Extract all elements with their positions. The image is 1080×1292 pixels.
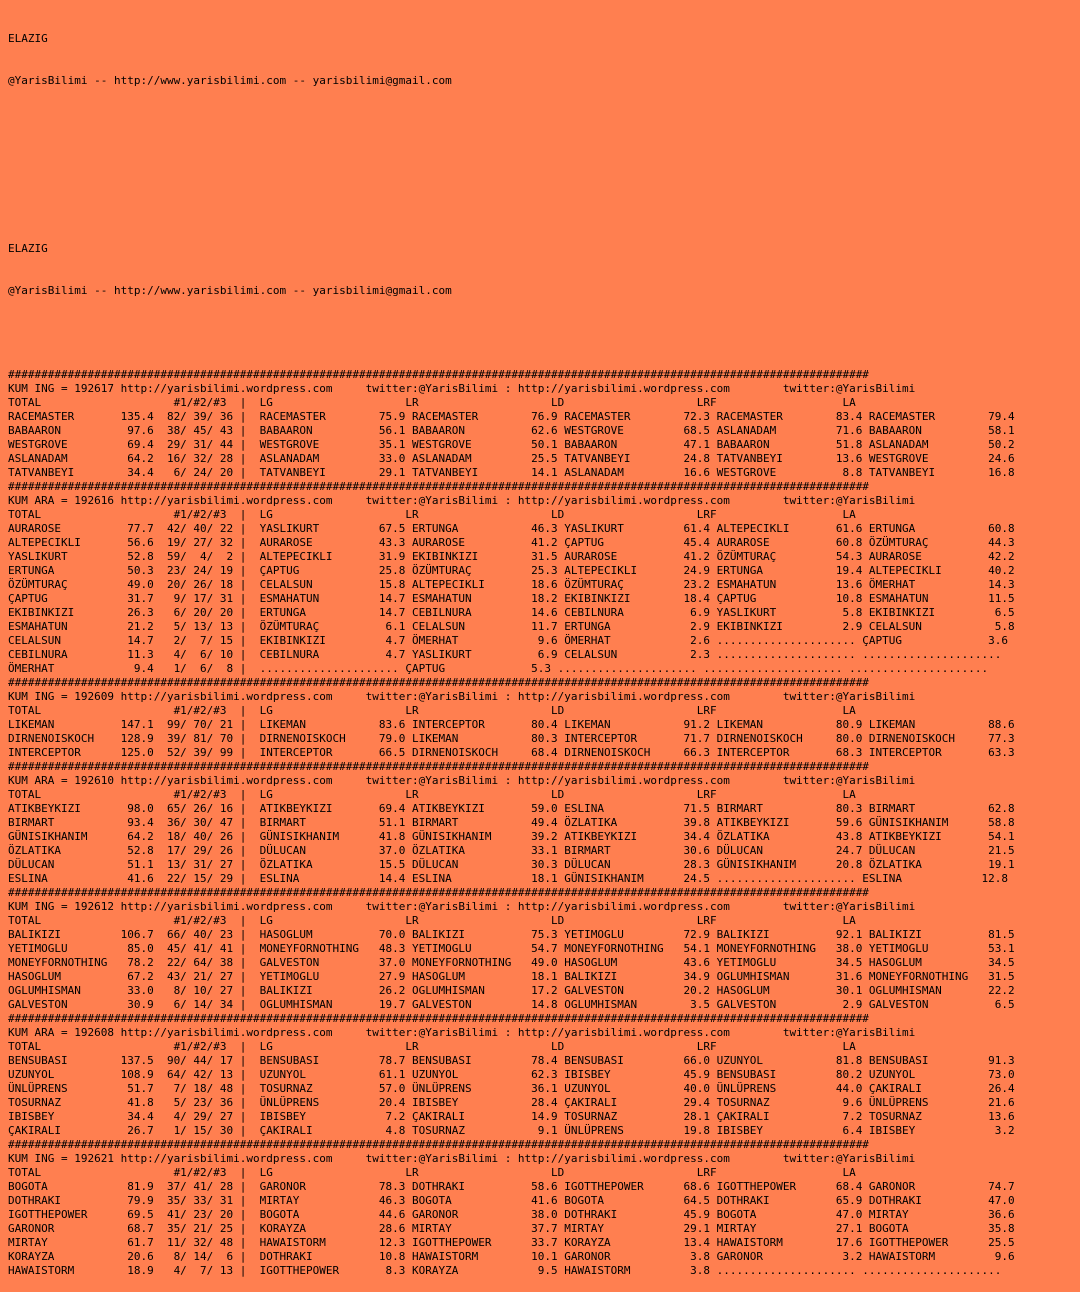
header-title-1: ELAZIG (8, 32, 48, 45)
report-row: ASLANADAM 64.2 16/ 32/ 28 | ASLANADAM 33.0 ASLANADAM 25.5 TATVANBEYI 24.8 TATVANBEYI 13.6 WESTGROVE 24.6 (8, 452, 1015, 465)
spacer (8, 158, 1080, 172)
header-contact-2: @YarisBilimi -- http://www.yarisbilimi.com -- yarisbilimi@gmail.com (8, 284, 452, 297)
report-row: ATIKBEYKIZI 98.0 65/ 26/ 16 | ATIKBEYKIZI 69.4 ATIKBEYKIZI 59.0 ESLINA 71.5 BIRMART 80.3 BIRMART 62.8 (8, 802, 1015, 815)
report-row: GARONOR 68.7 35/ 21/ 25 | KORAYZA 28.6 MIRTAY 37.7 MIRTAY 29.1 MIRTAY 27.1 BOGOTA 35.8 (8, 1222, 1015, 1235)
column-header: TOTAL #1/#2/#3 | LG LR LD LRF LA (8, 396, 856, 409)
report-row: IGOTTHEPOWER 69.5 41/ 23/ 20 | BOGOTA 44.6 GARONOR 38.0 DOTHRAKI 45.9 BOGOTA 47.0 MIRTAY 36.6 (8, 1208, 1015, 1221)
spacer (8, 116, 1080, 130)
report-row: BOGOTA 81.9 37/ 41/ 28 | GARONOR 78.3 DOTHRAKI 58.6 IGOTTHEPOWER 68.6 IGOTTHEPOWER 68.4 GARONOR 74.7 (8, 1180, 1015, 1193)
section-divider: ################################################################################################################################## (8, 1012, 869, 1025)
report-row: RACEMASTER 135.4 82/ 39/ 36 | RACEMASTER 75.9 RACEMASTER 76.9 RACEMASTER 72.3 RACEMASTER 83.4 RACEMASTER 79.4 (8, 410, 1015, 423)
report-row: ÇAPTUG 31.7 9/ 17/ 31 | ESMAHATUN 14.7 ESMAHATUN 18.2 EKIBINKIZI 18.4 ÇAPTUG 10.8 ESMAHATUN 11.5 (8, 592, 1015, 605)
report-row: GALVESTON 30.9 6/ 14/ 34 | OGLUMHISMAN 19.7 GALVESTON 14.8 OGLUMHISMAN 3.5 GALVESTON 2.9 GALVESTON 6.5 (8, 998, 1015, 1011)
report-row: MONEYFORNOTHING 78.2 22/ 64/ 38 | GALVESTON 37.0 MONEYFORNOTHING 49.0 HASOGLUM 43.6 YETIMOGLU 34.5 HASOGLUM 34.5 (8, 956, 1015, 969)
column-header: TOTAL #1/#2/#3 | LG LR LD LRF LA (8, 508, 856, 521)
report-row: ALTEPECIKLI 56.6 19/ 27/ 32 | AURAROSE 43.3 AURAROSE 41.2 ÇAPTUG 45.4 AURAROSE 60.8 ÖZÜMTURAÇ 44.3 (8, 536, 1015, 549)
report-row: HASOGLUM 67.2 43/ 21/ 27 | YETIMOGLU 27.9 HASOGLUM 18.1 BALIKIZI 34.9 OGLUMHISMAN 31.6 MONEYFORNOTHING 31.5 (8, 970, 1015, 983)
report-row: MIRTAY 61.7 11/ 32/ 48 | HAWAISTORM 12.3 IGOTTHEPOWER 33.7 KORAYZA 13.4 HAWAISTORM 17.6 IGOTTHEPOWER 25.5 (8, 1236, 1015, 1249)
column-header: TOTAL #1/#2/#3 | LG LR LD LRF LA (8, 788, 856, 801)
section-divider: ################################################################################################################################## (8, 480, 869, 493)
report-row: AURAROSE 77.7 42/ 40/ 22 | YASLIKURT 67.5 ERTUNGA 46.3 YASLIKURT 61.4 ALTEPECIKLI 61.6 ERTUNGA 60.8 (8, 522, 1015, 535)
report-row: TATVANBEYI 34.4 6/ 24/ 20 | TATVANBEYI 29.1 TATVANBEYI 14.1 ASLANADAM 16.6 WESTGROVE 8.8 TATVANBEYI 16.8 (8, 466, 1015, 479)
race-header: KUM ING = 192621 http://yarisbilimi.wordpress.com twitter:@YarisBilimi : http://yarisbilimi.wordpress.com twitter:@YarisBilimi (8, 1152, 916, 1165)
report-row: TOSURNAZ 41.8 5/ 23/ 36 | ÜNLÜPRENS 20.4 IBISBEY 28.4 ÇAKIRALI 29.4 TOSURNAZ 9.6 ÜNLÜPRENS 21.6 (8, 1096, 1015, 1109)
report-row: BENSUBASI 137.5 90/ 44/ 17 | BENSUBASI 78.7 BENSUBASI 78.4 BENSUBASI 66.0 UZUNYOL 81.8 BENSUBASI 91.3 (8, 1054, 1015, 1067)
report-row: CEBILNURA 11.3 4/ 6/ 10 | CEBILNURA 4.7 YASLIKURT 6.9 CELALSUN 2.3 ..................... ..................... (8, 648, 1002, 661)
report-row: YETIMOGLU 85.0 45/ 41/ 41 | MONEYFORNOTHING 48.3 YETIMOGLU 54.7 MONEYFORNOTHING 54.1 MONEYFORNOTHING 38.0 YETIMOGLU 53.1 (8, 942, 1015, 955)
report-row: BIRMART 93.4 36/ 30/ 47 | BIRMART 51.1 BIRMART 49.4 ÖZLATIKA 39.8 ATIKBEYKIZI 59.6 GÜNISIKHANIM 58.8 (8, 816, 1015, 829)
report-row: DÜLUCAN 51.1 13/ 31/ 27 | ÖZLATIKA 15.5 DÜLUCAN 30.3 DÜLUCAN 28.3 GÜNISIKHANIM 20.8 ÖZLATIKA 19.1 (8, 858, 1015, 871)
report-row: OGLUMHISMAN 33.0 8/ 10/ 27 | BALIKIZI 26.2 OGLUMHISMAN 17.2 GALVESTON 20.2 HASOGLUM 30.1 OGLUMHISMAN 22.2 (8, 984, 1015, 997)
race-header: KUM ING = 192609 http://yarisbilimi.wordpress.com twitter:@YarisBilimi : http://yarisbilimi.wordpress.com twitter:@YarisBilimi (8, 690, 916, 703)
report-row: DIRNENOISKOCH 128.9 39/ 81/ 70 | DIRNENOISKOCH 79.0 LIKEMAN 80.3 INTERCEPTOR 71.7 DIRNENOISKOCH 80.0 DIRNENOISKOCH 77.3 (8, 732, 1015, 745)
report-row: ÖMERHAT 9.4 1/ 6/ 8 | ..................... ÇAPTUG 5.3 ..................... ..................... ..................... (8, 662, 989, 675)
spacer (8, 200, 1080, 214)
report-row: ÖZÜMTURAÇ 49.0 20/ 26/ 18 | CELALSUN 15.8 ALTEPECIKLI 18.6 ÖZÜMTURAÇ 23.2 ESMAHATUN 13.6 ÖMERHAT 14.3 (8, 578, 1015, 591)
report-row: ÖZLATIKA 52.8 17/ 29/ 26 | DÜLUCAN 37.0 ÖZLATIKA 33.1 BIRMART 30.6 DÜLUCAN 24.7 DÜLUCAN 21.5 (8, 844, 1015, 857)
column-header: TOTAL #1/#2/#3 | LG LR LD LRF LA (8, 914, 856, 927)
report-row: DOTHRAKI 79.9 35/ 33/ 31 | MIRTAY 46.3 BOGOTA 41.6 BOGOTA 64.5 DOTHRAKI 65.9 DOTHRAKI 47.0 (8, 1194, 1015, 1207)
report-row: CELALSUN 14.7 2/ 7/ 15 | EKIBINKIZI 4.7 ÖMERHAT 9.6 ÖMERHAT 2.6 ..................... ÇAPTUG 3.6 (8, 634, 1009, 647)
report-row: KORAYZA 20.6 8/ 14/ 6 | DOTHRAKI 10.8 HAWAISTORM 10.1 GARONOR 3.8 GARONOR 3.2 HAWAISTORM 9.6 (8, 1250, 1015, 1263)
section-divider: ################################################################################################################################## (8, 368, 869, 381)
report-document (8, 4, 1080, 1292)
report-row: UZUNYOL 108.9 64/ 42/ 13 | UZUNYOL 61.1 UZUNYOL 62.3 IBISBEY 45.9 BENSUBASI 80.2 UZUNYOL 73.0 (8, 1068, 1015, 1081)
section-divider: ################################################################################################################################## (8, 1138, 869, 1151)
report-row: LIKEMAN 147.1 99/ 70/ 21 | LIKEMAN 83.6 INTERCEPTOR 80.4 LIKEMAN 91.2 LIKEMAN 80.9 LIKEMAN 88.6 (8, 718, 1015, 731)
report-row: ESLINA 41.6 22/ 15/ 29 | ESLINA 14.4 ESLINA 18.1 GÜNISIKHANIM 24.5 ..................... ESLINA 12.8 (8, 872, 1009, 885)
section-divider: ################################################################################################################################## (8, 886, 869, 899)
column-header: TOTAL #1/#2/#3 | LG LR LD LRF LA (8, 704, 856, 717)
race-report (8, 368, 1080, 1278)
report-row: ERTUNGA 50.3 23/ 24/ 19 | ÇAPTUG 25.8 ÖZÜMTURAÇ 25.3 ALTEPECIKLI 24.9 ERTUNGA 19.4 ALTEPECIKLI 40.2 (8, 564, 1015, 577)
report-row: IBISBEY 34.4 4/ 29/ 27 | IBISBEY 7.2 ÇAKIRALI 14.9 TOSURNAZ 28.1 ÇAKIRALI 7.2 TOSURNAZ 13.6 (8, 1110, 1015, 1123)
report-row: HAWAISTORM 18.9 4/ 7/ 13 | IGOTTHEPOWER 8.3 KORAYZA 9.5 HAWAISTORM 3.8 ..................... ..................... (8, 1264, 1002, 1277)
report-row: YASLIKURT 52.8 59/ 4/ 2 | ALTEPECIKLI 31.9 EKIBINKIZI 31.5 AURAROSE 41.2 ÖZÜMTURAÇ 54.3 AURAROSE 42.2 (8, 550, 1015, 563)
report-row: INTERCEPTOR 125.0 52/ 39/ 99 | INTERCEPTOR 66.5 DIRNENOISKOCH 68.4 DIRNENOISKOCH 66.3 INTERCEPTOR 68.3 INTERCEPTOR 63.3 (8, 746, 1015, 759)
report-row: ESMAHATUN 21.2 5/ 13/ 13 | ÖZÜMTURAÇ 6.1 CELALSUN 11.7 ERTUNGA 2.9 EKIBINKIZI 2.9 CELALSUN 5.8 (8, 620, 1015, 633)
report-row: ÜNLÜPRENS 51.7 7/ 18/ 48 | TOSURNAZ 57.0 ÜNLÜPRENS 36.1 UZUNYOL 40.0 ÜNLÜPRENS 44.0 ÇAKIRALI 26.4 (8, 1082, 1015, 1095)
race-header: KUM ARA = 192610 http://yarisbilimi.wordpress.com twitter:@YarisBilimi : http://yarisbilimi.wordpress.com twitter:@YarisBilimi (8, 774, 916, 787)
race-header: KUM ING = 192617 http://yarisbilimi.wordpress.com twitter:@YarisBilimi : http://yarisbilimi.wordpress.com twitter:@YarisBilimi (8, 382, 916, 395)
section-divider: ################################################################################################################################## (8, 676, 869, 689)
column-header: TOTAL #1/#2/#3 | LG LR LD LRF LA (8, 1166, 856, 1179)
report-row: WESTGROVE 69.4 29/ 31/ 44 | WESTGROVE 35.1 WESTGROVE 50.1 BABAARON 47.1 BABAARON 51.8 ASLANADAM 50.2 (8, 438, 1015, 451)
report-row: BALIKIZI 106.7 66/ 40/ 23 | HASOGLUM 70.0 BALIKIZI 75.3 YETIMOGLU 72.9 BALIKIZI 92.1 BALIKIZI 81.5 (8, 928, 1015, 941)
spacer (8, 326, 1080, 340)
section-divider: ################################################################################################################################## (8, 760, 869, 773)
report-row: BABAARON 97.6 38/ 45/ 43 | BABAARON 56.1 BABAARON 62.6 WESTGROVE 68.5 ASLANADAM 71.6 BABAARON 58.1 (8, 424, 1015, 437)
report-row: GÜNISIKHANIM 64.2 18/ 40/ 26 | GÜNISIKHANIM 41.8 GÜNISIKHANIM 39.2 ATIKBEYKIZI 34.4 ÖZLATIKA 43.8 ATIKBEYKIZI 54.1 (8, 830, 1015, 843)
column-header: TOTAL #1/#2/#3 | LG LR LD LRF LA (8, 1040, 856, 1053)
race-header: KUM ING = 192612 http://yarisbilimi.wordpress.com twitter:@YarisBilimi : http://yarisbilimi.wordpress.com twitter:@YarisBilimi (8, 900, 916, 913)
header-contact-1: @YarisBilimi -- http://www.yarisbilimi.com -- yarisbilimi@gmail.com (8, 74, 452, 87)
header-title-2: ELAZIG (8, 242, 48, 255)
race-header: KUM ARA = 192616 http://yarisbilimi.wordpress.com twitter:@YarisBilimi : http://yarisbilimi.wordpress.com twitter:@YarisBilimi (8, 494, 916, 507)
report-row: EKIBINKIZI 26.3 6/ 20/ 20 | ERTUNGA 14.7 CEBILNURA 14.6 CEBILNURA 6.9 YASLIKURT 5.8 EKIBINKIZI 6.5 (8, 606, 1015, 619)
race-header: KUM ARA = 192608 http://yarisbilimi.wordpress.com twitter:@YarisBilimi : http://yarisbilimi.wordpress.com twitter:@YarisBilimi (8, 1026, 916, 1039)
report-row: ÇAKIRALI 26.7 1/ 15/ 30 | ÇAKIRALI 4.8 TOSURNAZ 9.1 ÜNLÜPRENS 19.8 IBISBEY 6.4 IBISBEY 3.2 (8, 1124, 1015, 1137)
